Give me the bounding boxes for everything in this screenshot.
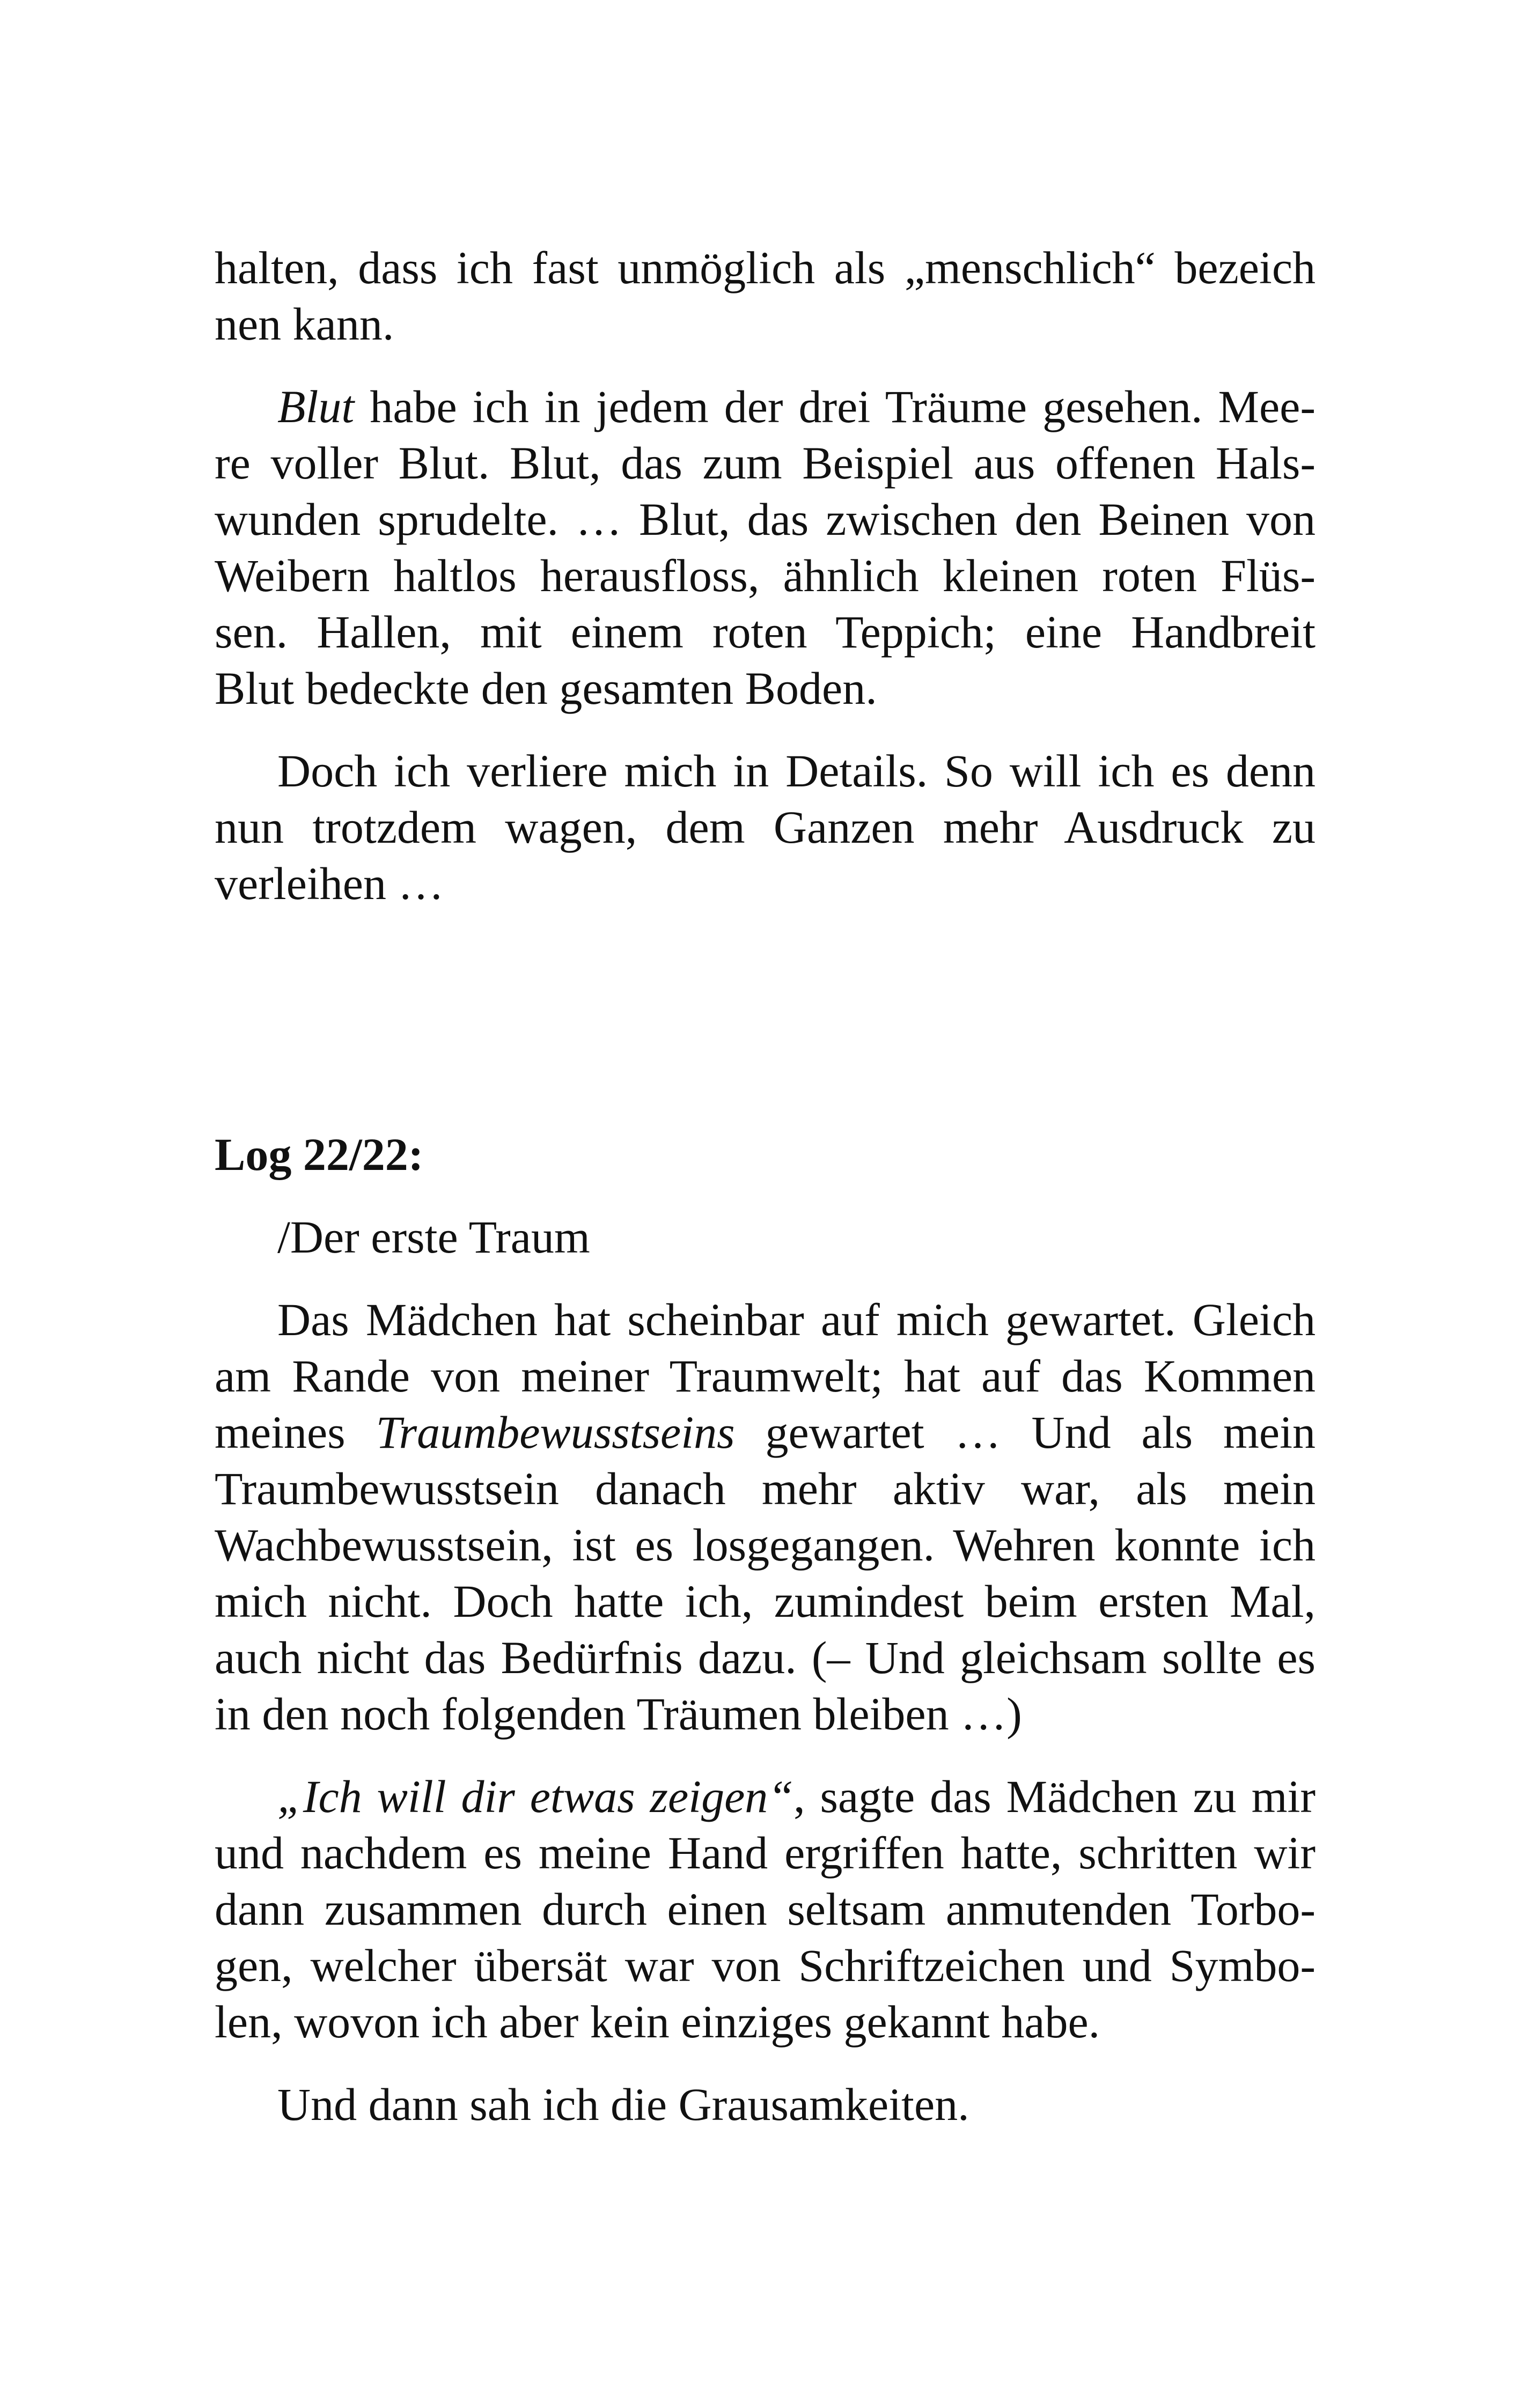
paragraph-4-line-4: Traumbewusstsein danach mehr aktiv war, als mein [215,1463,1316,1514]
emphasis-quote: „Ich will dir etwas zeigen“ [277,1771,794,1822]
paragraph-5-line-4: gen, welcher übersät war von Schriftzeichen und Symbo- [215,1940,1316,1991]
paragraph-4-line-5: Wachbewusstsein, ist es losgegangen. Wehren konnte ich [215,1519,1316,1571]
emphasis-blut: Blut [277,381,355,432]
paragraph-1-line-1: halten, dass ich fast unmöglich als „menschlich“ bezeich [215,242,1316,293]
paragraph-5-line-5: len, wovon ich aber kein einziges gekannt habe. [215,1996,1100,2048]
paragraph-5-line-3: dann zusammen durch einen seltsam anmutenden Torbo- [215,1883,1316,1935]
paragraph-1-line-2: nen kann. [215,298,394,350]
paragraph-2-line-3: wunden sprudelte. … Blut, das zwischen den Beinen von [215,494,1316,545]
paragraph-4-line-3-pre: meines [215,1406,376,1458]
paragraph-4-line-6: mich nicht. Doch hatte ich, zumindest beim ersten Mal, [215,1575,1316,1627]
paragraph-4-line-3-post: gewartet … Und als mein [734,1406,1316,1458]
paragraph-2-line-1-rest: habe ich in jedem der drei Träume gesehen. Mee- [354,381,1316,432]
paragraph-2-line-4: Weibern haltlos herausfloss, ähnlich kleinen roten Flüs- [215,550,1316,601]
paragraph-4-line-1: Das Mädchen hat scheinbar auf mich gewartet. Gleich [277,1294,1316,1345]
paragraph-5-line-2: und nachdem es meine Hand ergriffen hatte, schritten wir [215,1827,1316,1879]
paragraph-6-line-1: Und dann sah ich die Grausamkeiten. [277,2079,969,2130]
paragraph-4-line-3 [215,1404,1316,1460]
log-heading: Log 22/22: [215,1129,424,1180]
paragraph-5-line-1 [277,1769,1316,1824]
paragraph-2-line-5: sen. Hallen, mit einem roten Teppich; eine Handbreit [215,606,1316,658]
paragraph-2-line-1 [277,379,1316,435]
paragraph-5-line-1-rest: , sagte das Mädchen zu mir [793,1771,1316,1822]
emphasis-traumbewusstseins: Traumbewusstseins [376,1406,735,1458]
paragraph-3-line-3: verleihen … [215,858,444,909]
paragraph-4-line-2: am Rande von meiner Traumwelt; hat auf das Kommen [215,1350,1316,1402]
paragraph-4-line-7: auch nicht das Bedürfnis dazu. (– Und gleichsam sollte es [215,1632,1316,1683]
paragraph-2-line-6: Blut bedeckte den gesamten Boden. [215,662,877,714]
dream-subheading: /Der erste Traum [277,1211,590,1263]
paragraph-4-line-8: in den noch folgenden Träumen bleiben …) [215,1688,1022,1740]
paragraph-3-line-1: Doch ich verliere mich in Details. So will ich es denn [277,745,1316,797]
paragraph-3-line-2: nun trotzdem wagen, dem Ganzen mehr Ausdruck zu [215,801,1316,853]
paragraph-2-line-2: re voller Blut. Blut, das zum Beispiel aus offenen Hals- [215,437,1316,489]
